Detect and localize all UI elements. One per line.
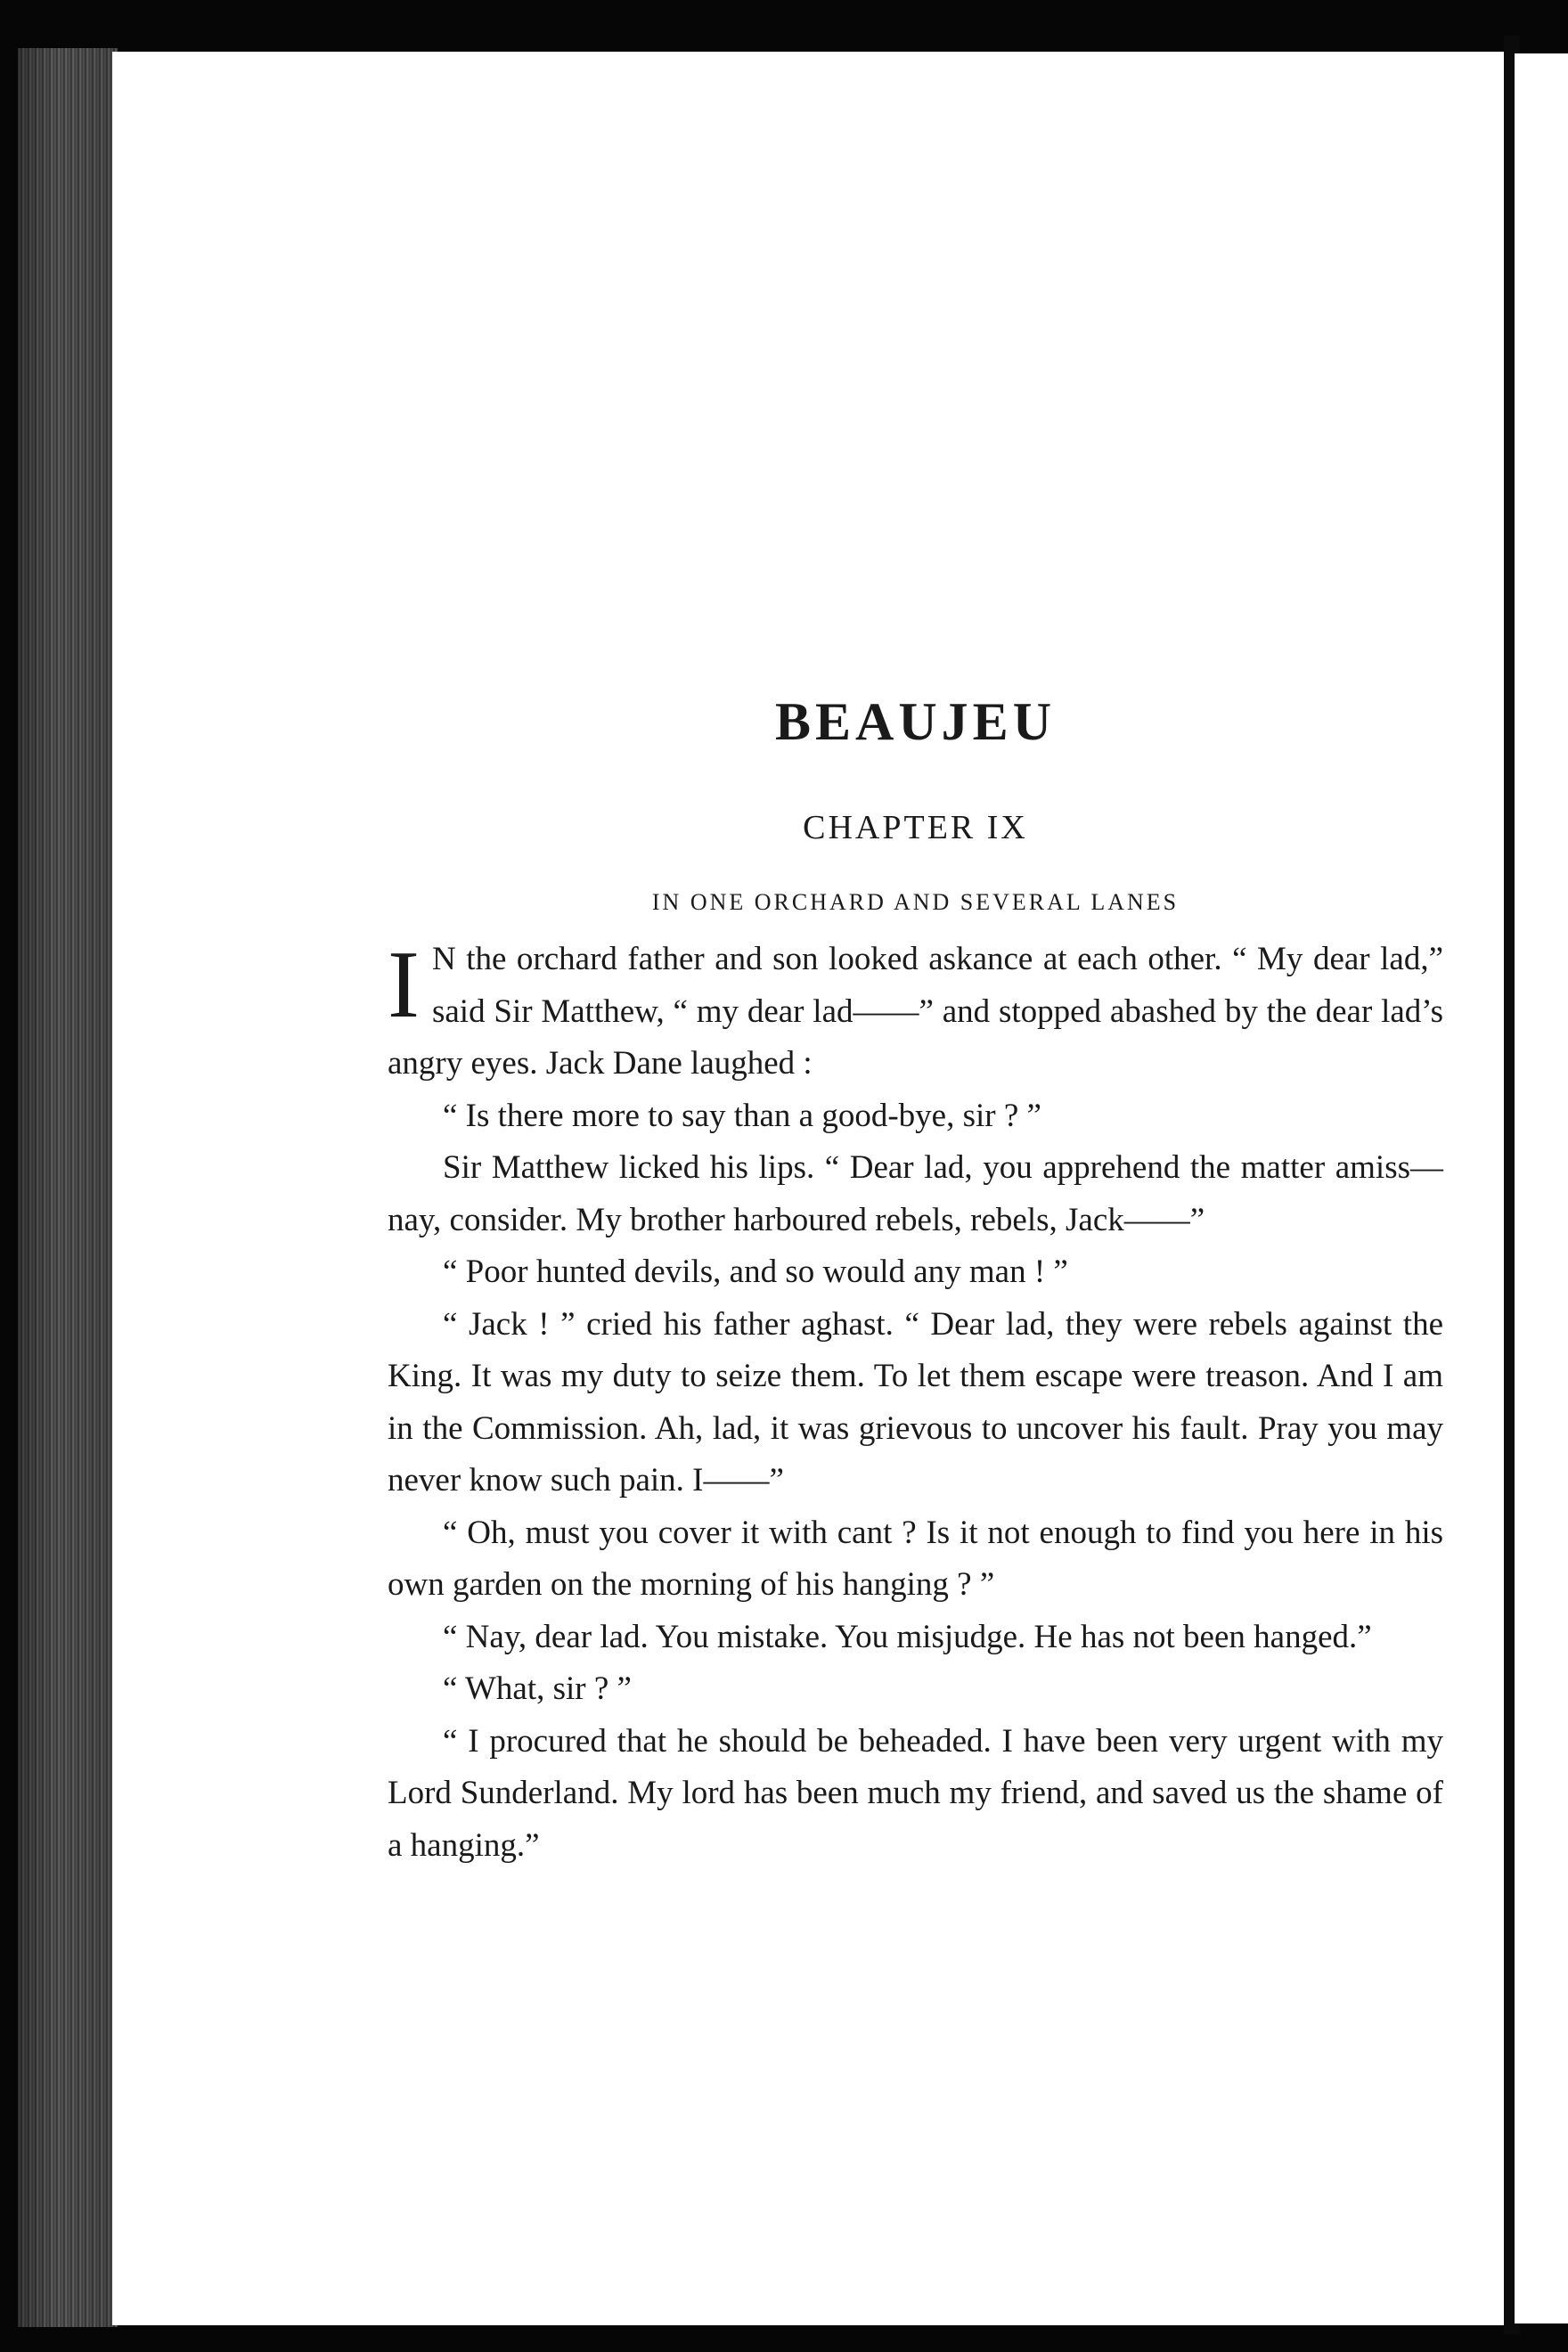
paragraph — [388, 934, 1443, 1090]
chapter-number: CHAPTER IX — [803, 809, 1028, 846]
paragraph: Sir Matthew licked his lips. “ Dear lad, you apprehend the matter amiss—nay, consider. My brother harboured rebels, rebels, Jack——” — [388, 1149, 1443, 1238]
paragraph-text: N the orchard father and son looked askance at each other. “ My dear lad,” said Sir Matthew, “ my dear lad——” and stopped abashed by the dear lad’s angry eyes. Jack Dane laughed : — [388, 941, 1443, 1082]
paragraph: “ Poor hunted devils, and so would any man ! ” — [443, 1254, 1068, 1290]
paragraph: “ What, sir ? ” — [443, 1670, 632, 1707]
paragraph: “ Oh, must you cover it with cant ? Is it not enough to find you here in his own garden on the morning of his hanging ? ” — [388, 1514, 1443, 1603]
facing-page-edge — [1515, 53, 1568, 2323]
drop-cap: I — [388, 932, 420, 1038]
paragraph: “ Is there more to say than a good-bye, sir ? ” — [443, 1097, 1041, 1134]
paragraph: “ Jack ! ” cried his father aghast. “ Dear lad, they were rebels against the King. It was my duty to seize them. To let them escape were treason. And I am in the Commission. Ah, lad, it was grievous to uncover his fault. Pray you may never know such pain. I——” — [388, 1305, 1443, 1499]
chapter-title: IN ONE ORCHARD AND SEVERAL LANES — [651, 889, 1180, 915]
page-stack-shadow — [18, 48, 118, 2327]
book-title: BEAUJEU — [774, 692, 1057, 751]
paragraph: “ I procured that he should be beheaded. I have been very urgent with my Lord Sunderland. My lord has been much my friend, and saved us the shame of a hanging.” — [388, 1722, 1443, 1864]
paragraph: “ Nay, dear lad. You mistake. You misjudge. He has not been hanged.” — [443, 1618, 1372, 1655]
page-text-block — [388, 692, 1443, 1872]
chapter-body — [388, 934, 1443, 1872]
